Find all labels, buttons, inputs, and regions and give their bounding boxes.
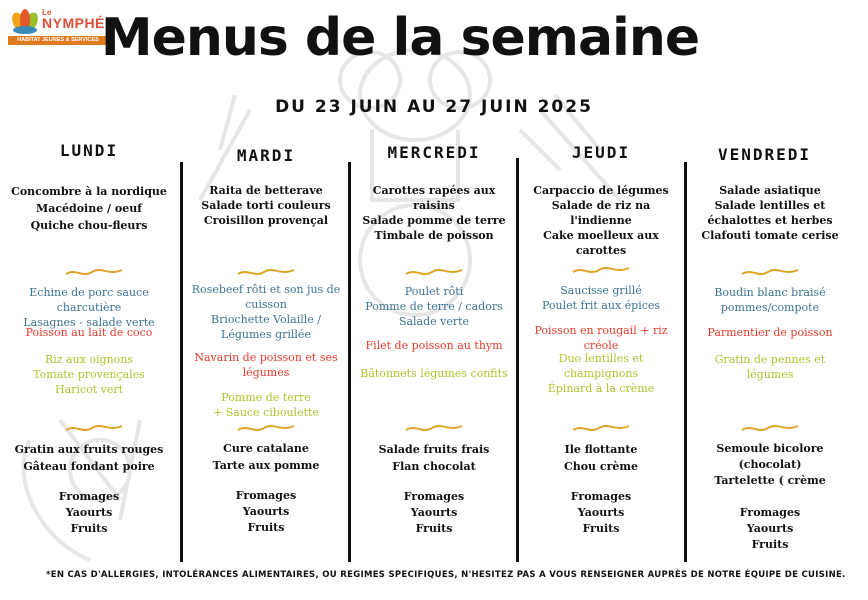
dairy-item: Yaourts [410,506,458,519]
logo-name: NYMPHÉA [42,15,116,31]
wave-divider-icon [64,422,124,434]
wave-divider-icon [571,422,631,434]
wave-divider-icon [740,422,800,434]
dairy-item: Fromages [58,490,120,503]
starter-item: Quiche chou-fleurs [30,219,148,232]
page-title: Menus de la semaine [100,8,700,68]
dairy-item: Fromages [570,490,632,503]
starter-item: Salade torti couleurs [201,199,331,212]
column-divider [348,162,351,562]
dairy-item: Fruits [415,522,453,535]
dessert-item: (chocolat) [738,458,802,471]
dairy-item: Fruits [70,522,108,535]
day-column-mardi [186,0,346,600]
day-column-lundi [4,0,174,600]
side-dish: Gratin de pennes et légumes [714,353,826,381]
dairy-item: Yaourts [242,505,290,518]
dessert-item: Ile flottante [564,443,638,456]
wave-divider-icon [404,266,464,278]
starter-item: échalottes et herbes [707,214,833,227]
wave-divider-icon [404,422,464,434]
dessert-item: Gratin aux fruits rouges [14,443,164,456]
fish-dish: Filet de poisson au thym [365,339,503,352]
starter-item: Cake moelleux aux carottes [543,229,659,257]
starter-item: Salade pomme de terre [362,214,506,227]
side-dish: Duo lentilles et champignons [558,352,644,380]
meat-dish: Poulet rôti [404,285,464,298]
day-title: MARDI [236,146,296,165]
fish-dish: Navarin de poisson et ses légumes [194,351,338,379]
dessert-item: Flan chocolat [392,460,476,473]
column-divider [180,162,183,562]
meat-dish: Rosebeef rôti et son jus de cuisson [191,283,341,311]
dessert-item: Semoule bicolore [716,442,824,455]
side-dish: Épinard à la crème [547,382,655,395]
dessert-item: Tarte aux pomme [212,459,320,472]
meat-dish: Lasagnes - salade verte [23,316,155,329]
day-title: MERCREDI [387,143,481,162]
column-divider [684,162,687,562]
dessert-item: Chou crème [563,460,639,473]
dessert-item: Cure catalane [223,442,309,455]
meat-dish: Briochette Volaille / Légumes grillée [211,313,321,341]
allergy-disclaimer: *EN CAS D'ALLERGIES, INTOLÉRANCES ALIMENTAIRES, OU REGIMES SPECIFIQUES, N'HESITEZ PAS A VOUS RENSEIGNER AUPRÈS DE NOTRE ÉQUIPE DE CUISINE. [46,570,846,580]
starter-item: Macédoine / oeuf [36,202,142,215]
fish-dish: Parmentier de poisson [707,326,833,339]
meat-dish: Salade verte [398,315,470,328]
starter-item: Salade asiatique [719,184,821,197]
meat-dish: Saucisse grillé [560,284,642,297]
dessert-item: Tartelette ( crème [714,474,826,487]
side-dish: Haricot vert [54,383,124,396]
side-dish: Tomate provençales [33,368,145,381]
side-dish: Riz aux oignons [44,353,134,366]
dairy-item: Yaourts [577,506,625,519]
dessert-item: Gâteau fondant poire [23,460,155,473]
wave-divider-icon [740,266,800,278]
fish-dish: Poisson en rougail + riz créole [534,324,668,352]
logo-tagline: HABITAT JEUNES & SERVICES [8,36,108,45]
starter-item: Timbale de poisson [374,229,494,242]
day-column-jeudi [521,0,681,600]
dairy-item: Fruits [751,538,789,551]
dessert-item: Salade fruits frais [378,443,490,456]
wave-divider-icon [236,422,296,434]
day-title: JEUDI [571,143,631,162]
starter-item: Carpaccio de légumes [533,184,669,197]
column-divider [516,158,519,562]
starter-item: Clafouti tomate cerise [701,229,839,242]
wave-divider-icon [64,266,124,278]
dairy-item: Yaourts [65,506,113,519]
meat-dish: Poulet frit aux épices [541,299,661,312]
starter-item: Salade lentilles et [714,199,826,212]
dairy-item: Fruits [582,522,620,535]
wave-divider-icon [571,264,631,276]
starter-item: Croisillon provençal [203,214,329,227]
meat-dish: Boudin blanc braisé [714,286,826,299]
meat-dish: Echine de porc sauce charcutière [29,286,149,314]
side-dish: Pomme de terre [221,391,311,404]
dairy-item: Fromages [739,506,801,519]
side-dish: + Sauce ciboulette [213,406,319,419]
day-title: LUNDI [59,141,119,160]
dairy-item: Fruits [247,521,285,534]
dairy-item: Fromages [235,489,297,502]
starter-item: Raita de betterave [209,184,323,197]
day-column-vendredi [690,0,839,600]
starter-item: Salade de riz na l'indienne [551,199,651,227]
dairy-item: Yaourts [746,522,794,535]
starter-item: Concombre à la nordique [11,185,167,198]
logo-le: Le [42,8,52,17]
meat-dish: Pomme de terre / cadors [365,300,503,313]
day-title: VENDREDI [718,145,812,164]
fish-dish: Poisson au lait de coco [25,326,153,339]
starter-item: Carottes rapées aux raisins [372,184,496,212]
meat-dish: pommes/compote [720,301,820,314]
day-column-mercredi [352,0,516,600]
wave-divider-icon [236,266,296,278]
side-dish: Bâtonnets légumes confits [360,367,508,380]
date-range: DU 23 JUIN AU 27 JUIN 2025 [275,97,593,117]
dairy-item: Fromages [403,490,465,503]
